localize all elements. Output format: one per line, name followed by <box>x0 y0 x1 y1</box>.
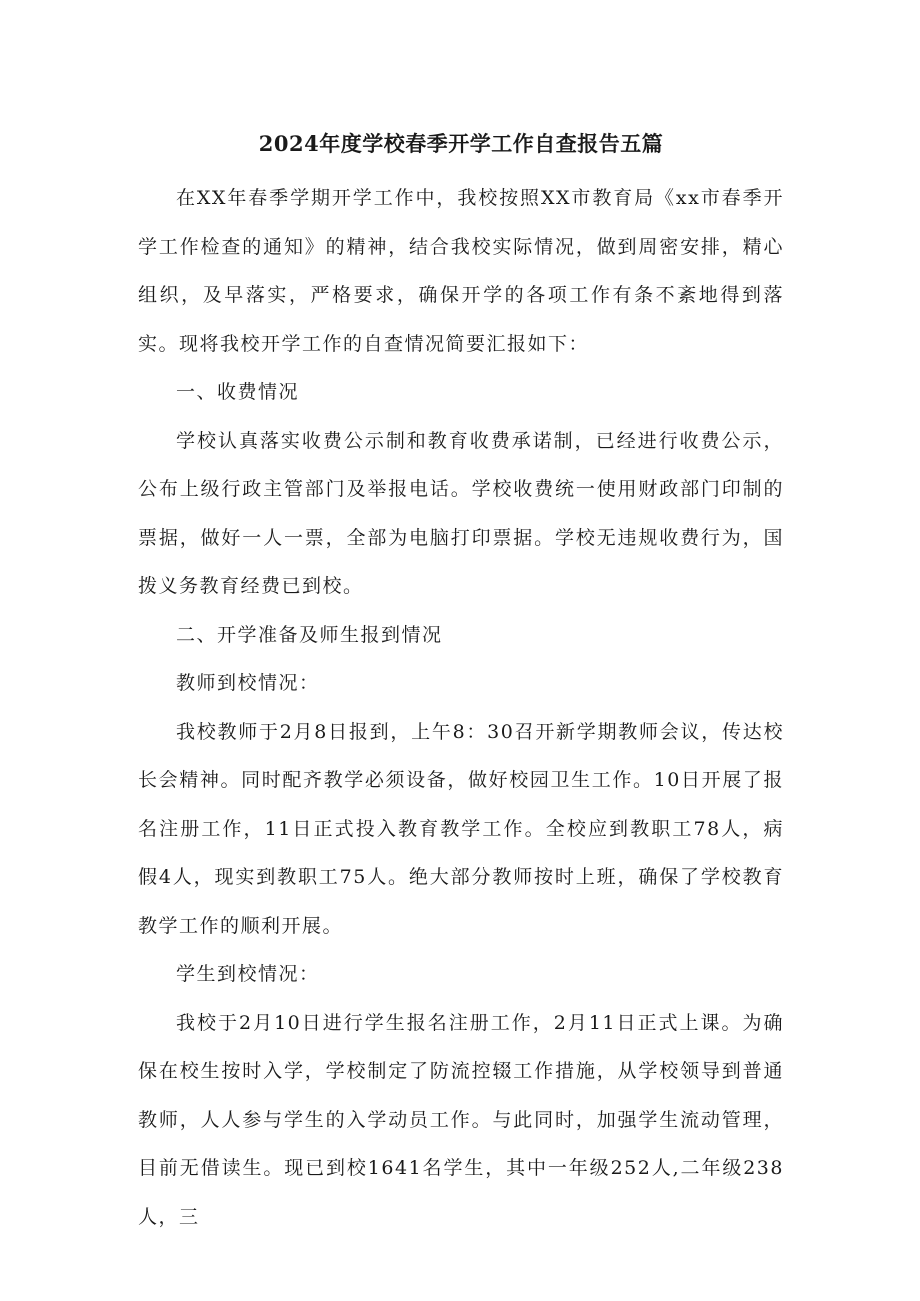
subheading-teachers: 教师到校情况： <box>176 672 320 694</box>
intro-paragraph: 在XX年春季学期开学工作中，我校按照XX市教育局《xx市春季开学工作检查的通知》的精神，结合我校实际情况，做到周密安排，精心组织，及早落实，严格要求，确保开学的各项工作有条不紊地得到落实。现将我校开学工作的自查情况简要汇报如下： <box>138 187 784 355</box>
document-title: 2024年度学校春季开学工作自查报告五篇 <box>258 131 664 156</box>
students-paragraph: 我校于2月10日进行学生报名注册工作，2月11日正式上课。为确保在校生按时入学，学校制定了防流控辍工作措施，从学校领导到普通教师，人人参与学生的入学动员工作。与此同时，加强学生流动管理，目前无借读生。现已到校1641名学生，其中一年级252人,二年级238人，三 <box>138 1011 784 1228</box>
subheading-students: 学生到校情况： <box>176 963 320 985</box>
document-page <box>138 124 784 1241</box>
teachers-paragraph: 我校教师于2月8日报到，上午8：30召开新学期教师会议，传达校长会精神。同时配齐教学必须设备，做好校园卫生工作。10日开展了报名注册工作，11日正式投入教育教学工作。全校应到教职工78人，病假4人，现实到教职工75人。绝大部分教师按时上班，确保了学校教育教学工作的顺利开展。 <box>138 720 784 937</box>
section-heading-preparation: 二、开学准备及师生报到情况 <box>176 623 443 646</box>
section-heading-fees: 一、收费情况 <box>176 381 300 403</box>
fees-paragraph: 学校认真落实收费公示制和教育收费承诺制，已经进行收费公示，公布上级行政主管部门及举报电话。学校收费统一使用财政部门印制的票据，做好一人一票，全部为电脑打印票据。学校无违规收费行为，国拨义务教育经费已到校。 <box>138 429 784 597</box>
